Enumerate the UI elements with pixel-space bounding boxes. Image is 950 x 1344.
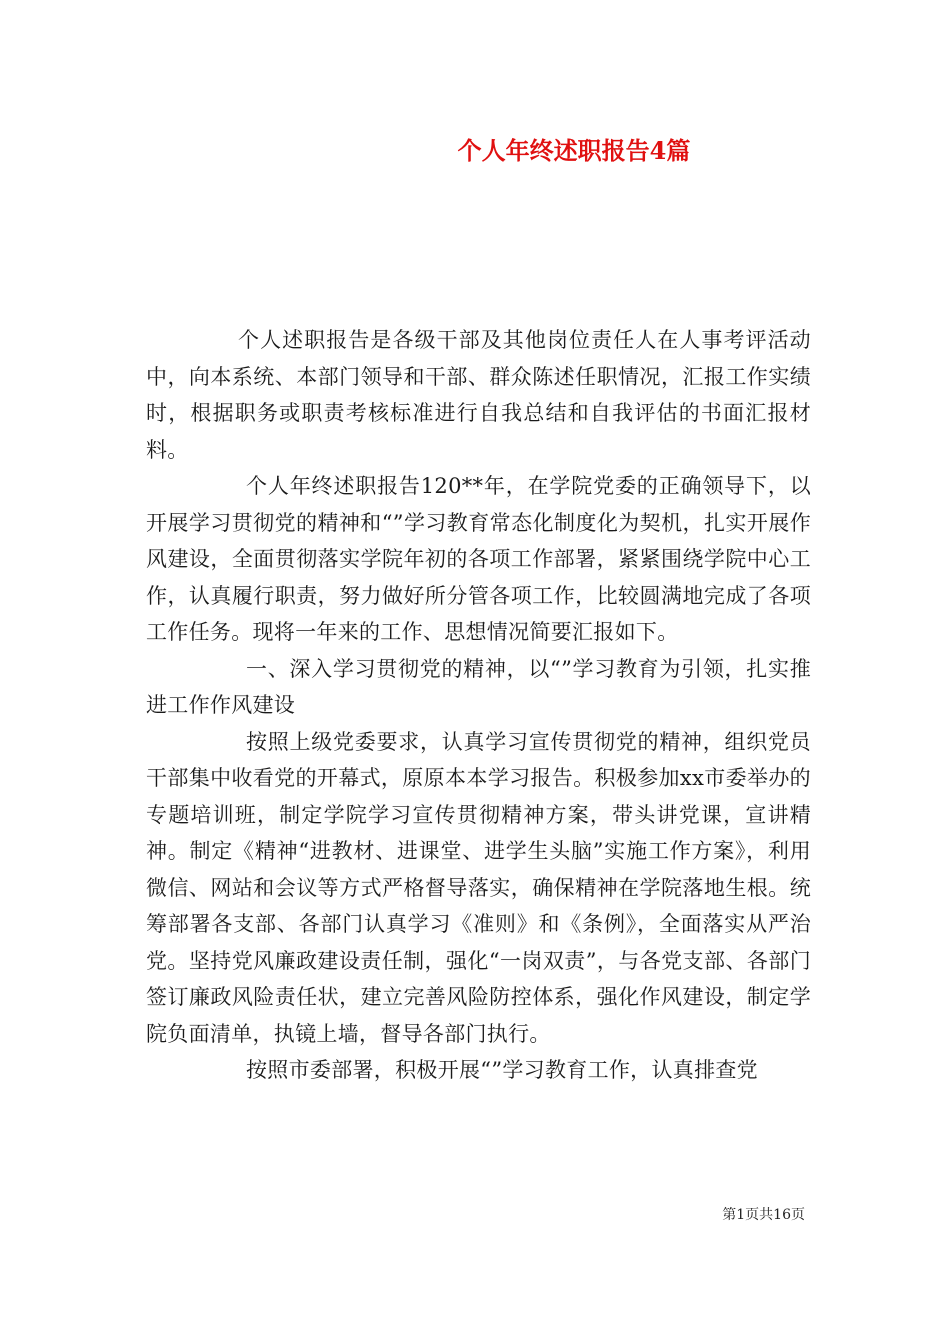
page-number: 第1页共16页 [722,1207,805,1223]
paragraph-section-1: 按照上级党委要求，认真学习宣传贯彻党的精神，组织党员干部集中收看党的开幕式，原原本本学习报告。积极参加xx市委举办的专题培训班，制定学院学习宣传贯彻精神方案，带头讲党课，宣讲精神。制定《精神“进教材、进课堂、进学生头脑”实施工作方案》，利用微信、网站和会议等方式严格督导落实，确保精神在学院落地生根。统筹部署各支部、各部门认真学习《准则》和《条例》，全面落实从严治党。坚持党风廉政建设责任制，强化“一岗双责”，与各党支部、各部门签订廉政风险责任状，建立完善风险防控体系，强化作风建设，制定学院负面清单，执镜上墙，督导各部门执行。 [146,729,811,1046]
section-heading-1: 一、深入学习贯彻党的精神，以“”学习教育为引领，扎实推进工作作风建设 [146,656,811,717]
paragraph-section-1-continued: 按照市委部署，积极开展“”学习教育工作，认真排查党 [246,1058,758,1082]
paragraph-overview: 个人年终述职报告120**年，在学院党委的正确领导下，以开展学习贯彻党的精神和“”学习教育常态化制度化为契机，扎实开展作风建设，全面贯彻落实学院年初的各项工作部署，紧紧围绕学院中心工作，认真履行职责，努力做好所分管各项工作，比较圆满地完成了各项工作任务。现将一年来的工作、思想情况简要汇报如下。 [146,474,811,644]
paragraph-intro: 个人述职报告是各级干部及其他岗位责任人在人事考评活动中，向本系统、本部门领导和干部、群众陈述任职情况，汇报工作实绩时，根据职务或职责考核标准进行自我总结和自我评估的书面汇报材料。 [146,328,811,462]
document-body [146,322,811,1089]
document-title: 个人年终述职报告4篇 [457,136,691,165]
